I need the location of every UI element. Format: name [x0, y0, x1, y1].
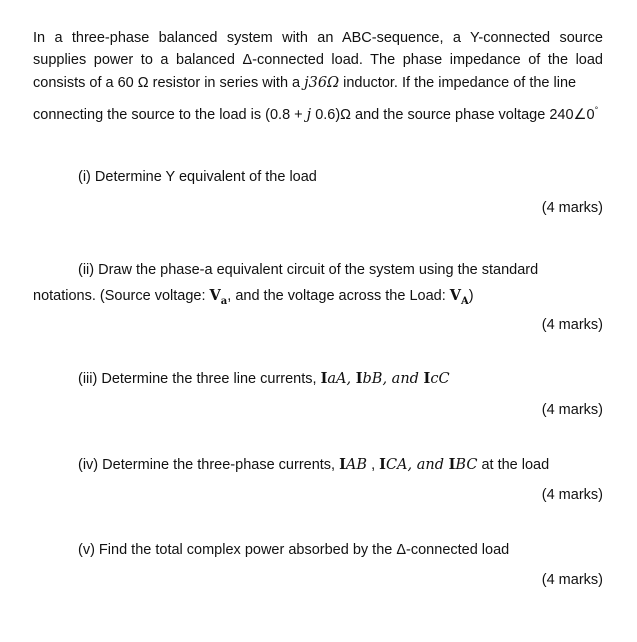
separator-4: , and: [407, 457, 449, 473]
question-4: [78, 455, 549, 475]
phase-current-1-subscript: AB: [345, 457, 368, 473]
question-1: [78, 167, 317, 187]
question-2-line-2: [33, 287, 474, 307]
degree-symbol: °: [594, 104, 599, 115]
question-3-marks: (4 marks): [541, 402, 603, 418]
question-4-label-end: at the load: [477, 457, 550, 473]
current-3-symbol: I: [423, 370, 431, 387]
question-2-line-1: [78, 262, 538, 278]
separator-3: ,: [367, 457, 380, 473]
load-voltage-symbol: V: [449, 287, 462, 304]
separator-1: ,: [346, 371, 356, 387]
question-5-label: (v) Find the total complex power absorbed by the Δ-connected load: [78, 542, 510, 558]
question-4-marks: (4 marks): [541, 487, 603, 503]
phase-angle: ∠0: [573, 106, 595, 123]
question-2-marks: (4 marks): [541, 317, 603, 333]
question-1-marks: (4 marks): [541, 200, 603, 216]
current-1-symbol: I: [320, 370, 328, 387]
intro-text-3: connecting the source to the load is (0.8 +: [33, 106, 307, 123]
phase-current-2-symbol: I: [379, 456, 386, 473]
phase-current-3-subscript: BC: [455, 457, 478, 473]
question-4-label: (iv) Determine the three-phase currents,: [78, 457, 340, 473]
intro-text-1: In a three-phase balanced system with an ABC-sequence, a Y-connected source supplies power to a balanced Δ-connected load. The phase impedance of the load consists of a 60 Ω resistor in series with a: [33, 30, 603, 91]
separator-2: , and: [382, 371, 424, 387]
intro-text-2: inductor. If the impedance of the line: [339, 74, 577, 91]
question-3: [78, 369, 450, 389]
current-3-subscript: cC: [430, 371, 450, 387]
intro-line-4: [33, 99, 603, 126]
question-5-marks: (4 marks): [541, 572, 603, 588]
question-5: [78, 540, 509, 560]
current-2-subscript: bB: [362, 371, 383, 387]
question-2-label-1: (ii) Draw the phase-a equivalent circuit of the system using the standard: [78, 262, 539, 278]
question-1-label: (i) Determine Y equivalent of the load: [78, 169, 317, 185]
source-voltage-subscript: a: [220, 295, 228, 307]
load-voltage-subscript: A: [461, 295, 469, 307]
current-1-subscript: aA: [327, 371, 347, 387]
phase-current-3-symbol: I: [448, 456, 456, 473]
question-3-label: (iii) Determine the three line currents,: [78, 371, 321, 387]
j-operator: j: [306, 106, 312, 123]
question-2-label-2b: , and the voltage across the Load:: [227, 288, 450, 304]
phase-current-2-subscript: CA: [385, 457, 408, 473]
inductor-impedance: j36Ω: [304, 74, 340, 91]
question-2-label-2a: notations. (Source voltage:: [33, 288, 210, 304]
phase-current-1-symbol: I: [339, 456, 346, 473]
source-voltage-symbol: V: [209, 287, 221, 304]
problem-statement: [33, 27, 603, 126]
intro-text-4: 0.6)Ω and the source phase voltage 240: [311, 106, 574, 123]
current-2-symbol: I: [355, 370, 363, 387]
question-2-label-2c: ): [468, 288, 474, 304]
